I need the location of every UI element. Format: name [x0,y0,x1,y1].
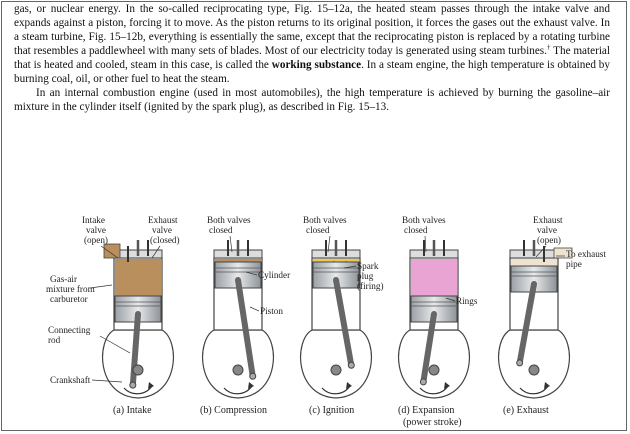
gas-air-label-3: carburetor [50,294,88,304]
exhaust-valve-label-e-1: Exhaust [533,215,563,225]
crankshaft [529,365,539,375]
spark-plug-label-3: (firing) [357,281,384,291]
cylinder-label: Cylinder [258,270,291,280]
crankcase [499,330,570,398]
exhaust-valve-label-a-1: Exhaust [148,215,178,225]
gas-chamber [115,259,161,296]
gas-air-label-1: Gas-air [50,274,78,284]
crank-pin [130,382,136,388]
connecting-rod-label-2: rod [48,335,61,345]
stage-b [203,240,274,398]
caption-a: (a) Intake [113,405,152,416]
p1-text: gas, or nuclear energy. In the so-called reciprocating type, Fig. 15–12a, the heated steam passes through the intake valve and expands against a piston, forcing it to move. As the piston returns to its original position, it forces the gases out the exhaust valve. In a steam turbine, Fig. 15–12b, everything is essentially the same, except that the reciprocating piston is replaced by a rotating turbine that resembles a paddlewheel with many sets of blades. Most of our electricity today is generated using steam turbines. [14,3,610,57]
caption-e: (e) Exhaust [503,405,549,416]
crankcase [399,330,470,398]
both-valves-c-2: closed [306,225,330,235]
crankshaft [233,365,243,375]
crankshaft [331,365,341,375]
both-valves-b-1: Both valves [207,215,251,225]
p1-text-2: The material that is heated and cooled, steam in this case, is called the [14,44,610,71]
captions [113,405,549,428]
crank-pin [250,373,256,379]
caption-b: (b) Compression [200,405,267,416]
gas-chamber [511,259,557,266]
spark-plug-label-2: plug [357,271,374,281]
crank-pin [348,362,354,368]
crank-pin [420,379,426,385]
crankshaft-label: Crankshaft [50,375,91,385]
top-labels [82,215,563,245]
caption-d: (d) Expansion [398,405,455,416]
paragraph-2: In an internal combustion engine (used in most automobiles), the high temperature is achieved by burning the gasoline–air mixture in the cylinder itself (ignited by the spark plug), as described in Fig. 15–13. [14,86,610,113]
both-valves-b-2: closed [209,225,233,235]
intake-valve-label-2: valve [86,225,106,235]
intake-valve-label-3: (open) [84,235,108,245]
to-exhaust-label-1: To exhaust [566,249,606,259]
both-valves-d-1: Both valves [402,215,446,225]
crankshaft [429,365,439,375]
gas-chamber [411,259,457,296]
spark-plug-label-1: Spark [357,261,379,271]
stage-e [499,240,572,398]
exhaust-valve-label-e-3: (open) [537,235,561,245]
stage-d [399,240,470,398]
crank-pin [517,360,523,366]
crankcase [301,330,372,398]
exhaust-valve-label-a-2: valve [152,225,172,235]
crankshaft [133,365,143,375]
exhaust-valve-label-a-3: (closed) [150,235,180,245]
p1-text-3: . In a steam engine, the high temperature is obtained by burning coal, oil, or other fuel to heat the steam. [14,58,610,85]
working-substance-term: working substance [271,58,362,71]
caption-d-2: (power stroke) [403,417,462,428]
caption-c: (c) Ignition [309,405,355,416]
footnote-mark: † [546,43,551,52]
both-valves-c-1: Both valves [303,215,347,225]
connecting-rod-label-1: Connecting [48,325,91,335]
both-valves-d-2: closed [404,225,428,235]
gas-air-label-2: mixture from [46,284,95,294]
intake-port [104,244,120,258]
rings-label: Rings [456,296,478,306]
intake-valve-label-1: Intake [82,215,105,225]
crankcase [203,330,274,398]
exhaust-valve-label-e-2: valve [537,225,557,235]
to-exhaust-label-2: pipe [566,259,582,269]
stage-a [103,240,174,398]
piston-label: Piston [260,306,283,316]
